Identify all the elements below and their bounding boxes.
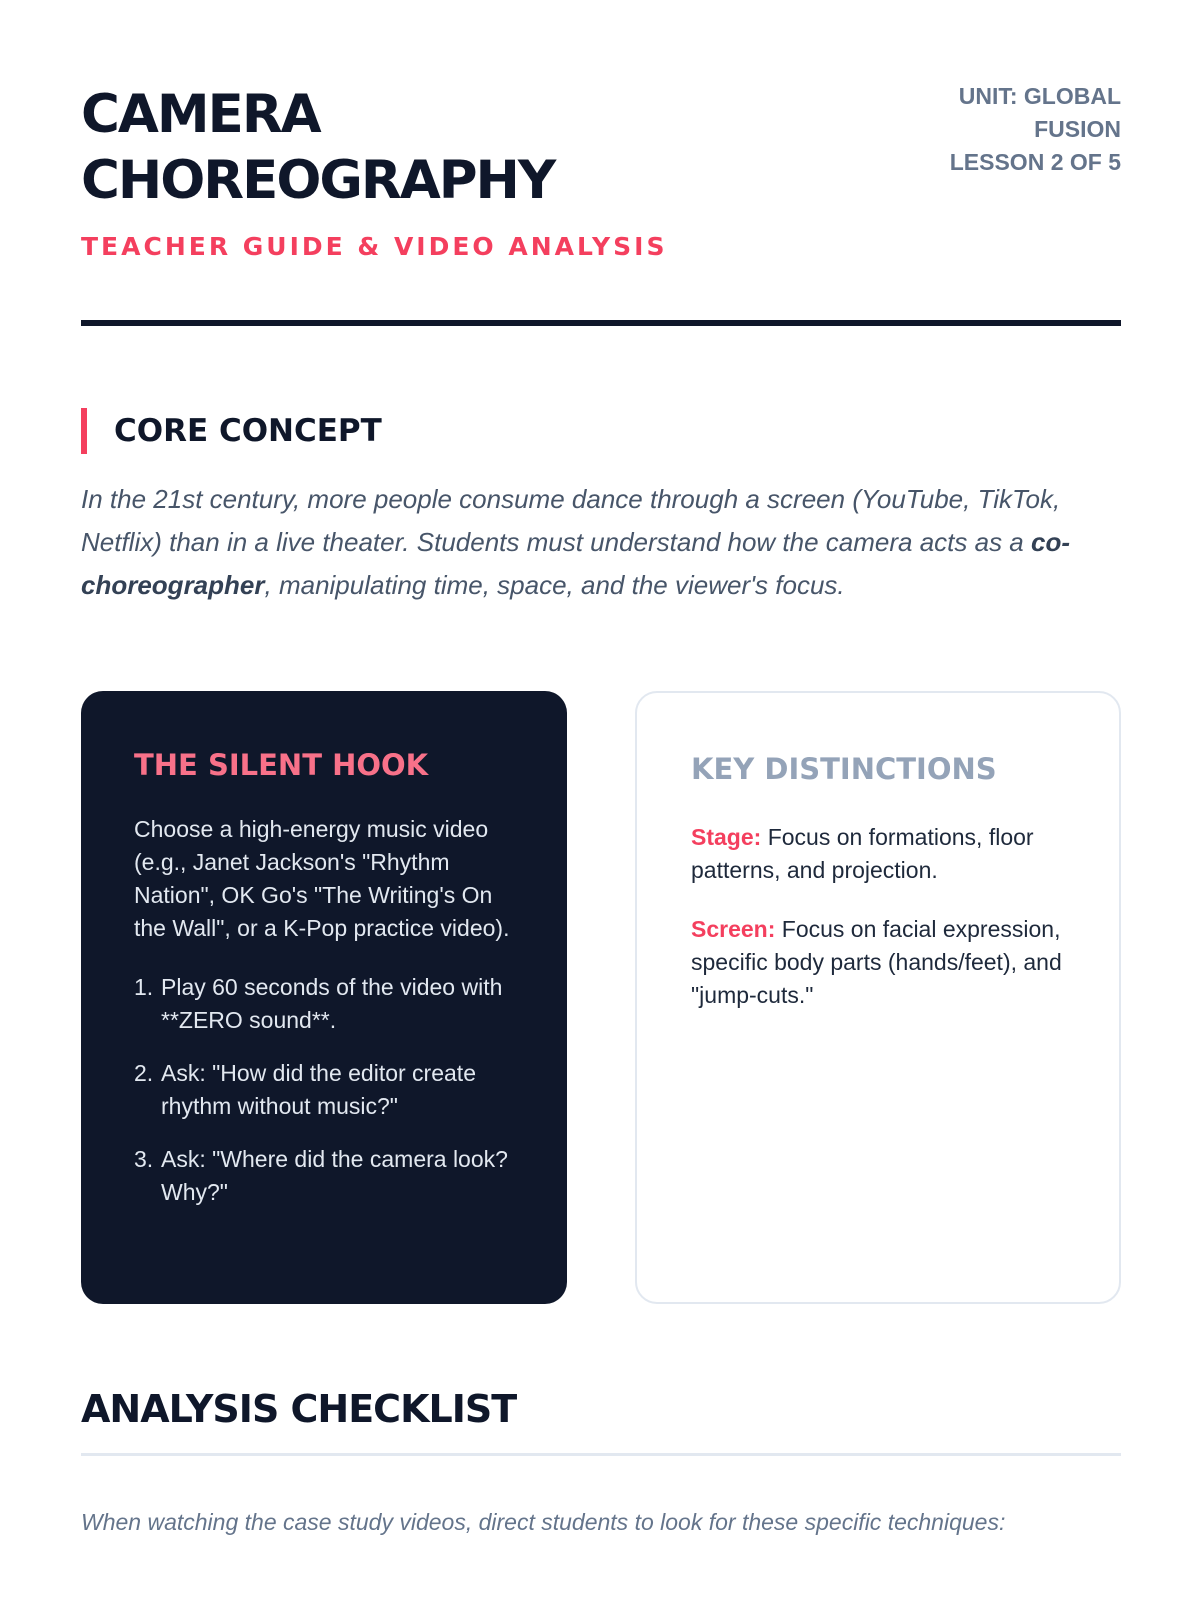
page-title-line-1: CAMERA <box>81 84 320 145</box>
step-number: 1. <box>134 974 154 1000</box>
analysis-checklist-section <box>81 1385 1121 1538</box>
silent-hook-intro: Choose a high-energy music video (e.g., Janet Jackson's "Rhythm Nation", OK Go's "The Writing's On the Wall", or a K-Pop practice video). <box>134 816 510 941</box>
step-number: 3. <box>134 1146 154 1172</box>
distinction-text: Focus on facial expression, specific body parts (hands/feet), and "jump-cuts." <box>691 916 1062 1008</box>
page-subtitle: TEACHER GUIDE & VIDEO ANALYSIS <box>81 232 668 261</box>
core-concept-text-end: , manipulating time, space, and the viewer's focus. <box>264 570 845 600</box>
distinction-stage <box>691 821 1067 887</box>
step-text: Ask: "How did the editor create rhythm without music?" <box>161 1060 476 1119</box>
core-concept-text-start: In the 21st century, more people consume dance through a screen (YouTube, TikTok, Netflix) than in a live theater. Students must understand how the camera acts as a <box>81 484 1061 557</box>
step-text: Ask: "Where did the camera look? Why?" <box>161 1146 508 1205</box>
key-distinctions-card <box>635 691 1121 1304</box>
page-header <box>81 0 1121 330</box>
distinction-term: Screen: <box>691 916 776 942</box>
core-concept-text <box>81 478 1101 607</box>
key-distinctions-title: KEY DISTINCTIONS <box>691 752 997 786</box>
page-title-line-2: CHOREOGRAPHY <box>81 150 555 211</box>
core-concept-accent-bar <box>81 408 87 454</box>
page-title <box>81 82 721 214</box>
unit-meta <box>921 80 1121 179</box>
analysis-checklist-intro: When watching the case study videos, direct students to look for these specific techniques: <box>81 1509 1006 1535</box>
step-text: Play 60 seconds of the video with **ZERO sound**. <box>161 974 503 1033</box>
silent-hook-step <box>134 1057 517 1123</box>
unit-label-line-1: UNIT: GLOBAL <box>958 83 1121 109</box>
distinction-term: Stage: <box>691 824 762 850</box>
step-number: 2. <box>134 1060 154 1086</box>
silent-hook-title: THE SILENT HOOK <box>134 748 429 782</box>
core-concept-heading <box>81 408 1121 454</box>
silent-hook-card <box>81 691 567 1304</box>
distinction-text: Focus on formations, floor patterns, and projection. <box>691 824 1034 883</box>
unit-label-line-2: FUSION <box>1034 116 1121 142</box>
silent-hook-step <box>134 1143 517 1209</box>
silent-hook-steps <box>134 971 517 1209</box>
analysis-checklist-divider <box>81 1453 1121 1456</box>
core-concept-heading-text: CORE CONCEPT <box>114 413 382 449</box>
silent-hook-step <box>134 971 517 1037</box>
header-divider <box>81 320 1121 326</box>
distinction-screen <box>691 913 1067 1012</box>
lesson-label: LESSON 2 OF 5 <box>949 149 1121 175</box>
core-concept-section <box>81 408 1121 607</box>
teacher-guide-page <box>81 0 1121 1535</box>
core-concept-emphasis: co-choreographer <box>81 527 1070 600</box>
analysis-checklist-heading: ANALYSIS CHECKLIST <box>81 1387 517 1431</box>
